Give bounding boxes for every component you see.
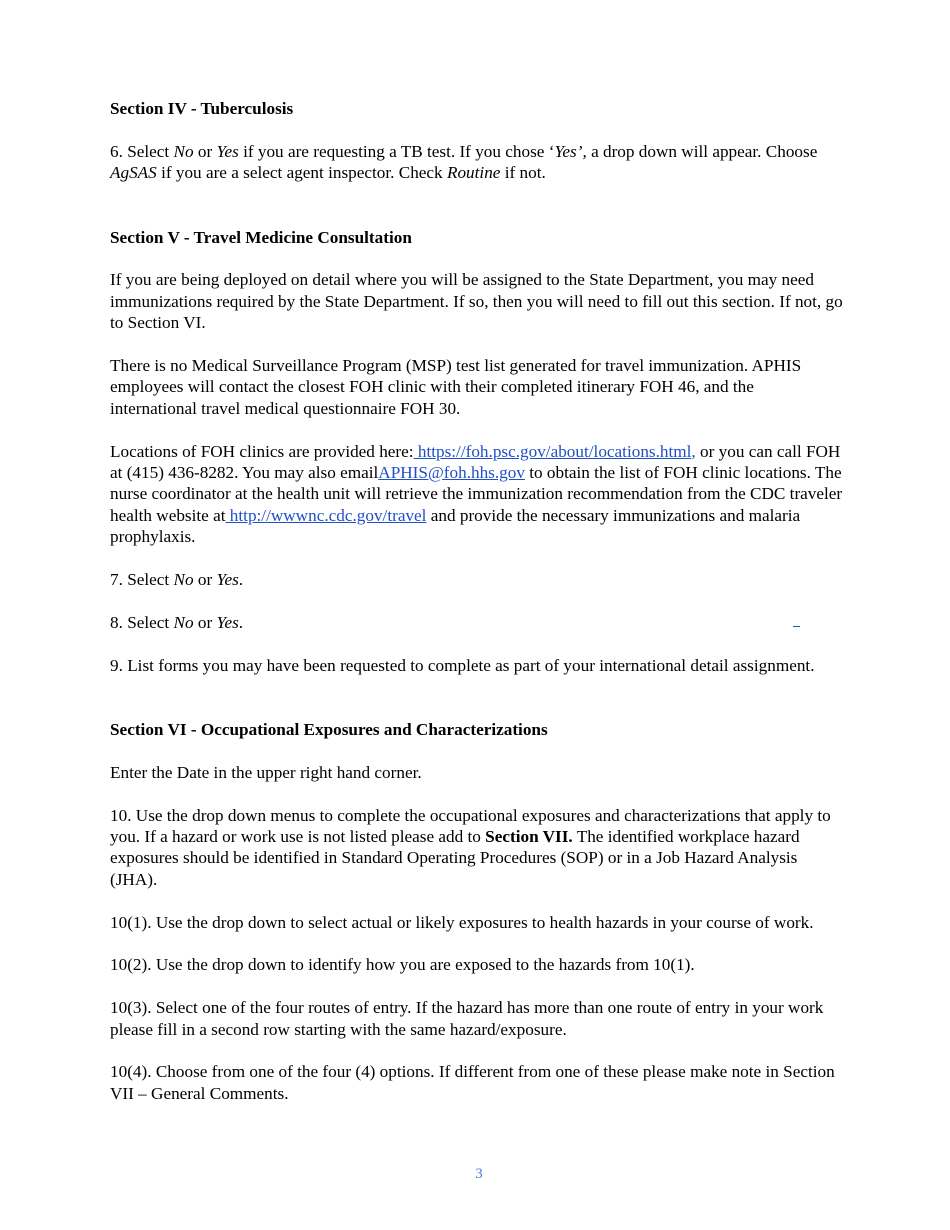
item-10-1-text: 10(1). Use the drop down to select actual or likely exposures to health hazards in your course of work. — [110, 912, 814, 932]
item-10-2-text: 10(2). Use the drop down to identify how you are exposed to the hazards from 10(1). — [110, 955, 695, 975]
section-vi-heading: Section VI - Occupational Exposures and Characterizations — [110, 720, 548, 740]
section-iv-heading: Section IV - Tuberculosis — [110, 99, 294, 118]
stray-link-underline — [793, 626, 800, 627]
travel-intro-paragraph: If you are being deployed on detail where you will be assigned to the State Department, you may need immunizations required by the State Department. If so, then you will need to fill out this section. If not, go to Section VI. — [110, 270, 843, 333]
item-7-text: 7. Select No or Yes. — [110, 570, 244, 590]
document-page — [110, 98, 845, 1104]
item-8-text: 8. Select No or Yes. — [110, 612, 244, 632]
item-10-3-text: 10(3). Select one of the four routes of entry. If the hazard has more than one route of entry in your work please fill in a second row starting with the same hazard/exposure. — [110, 998, 824, 1039]
foh-locations-paragraph: Locations of FOH clinics are provided here: https://foh.psc.gov/about/locations.html, or you can call FOH at (415) 436-8282. You may also emailAPHIS@foh.hhs.gov to obtain the list of FOH clinic locations. The nurse coordinator at the health unit will retrieve the immunization recommendation from the CDC traveler health website at http://wwwnc.cdc.gov/travel and provide the necessary immunizations and malaria prophylaxis. — [110, 441, 843, 547]
page-number: 3 — [475, 1166, 483, 1182]
date-instruction: Enter the Date in the upper right hand corner. — [110, 762, 422, 782]
item-9-text: 9. List forms you may have been requested to complete as part of your international detail assignment. — [110, 655, 815, 675]
msp-paragraph: There is no Medical Surveillance Program (MSP) test list generated for travel immunization. APHIS employees will contact the closest FOH clinic with their completed itinerary FOH 46, and the international travel medical questionnaire FOH 30. — [110, 356, 802, 418]
section-v-heading: Section V - Travel Medicine Consultation — [110, 227, 412, 247]
aphis-email-link[interactable]: APHIS@foh.hhs.gov — [378, 463, 525, 483]
cdc-travel-link[interactable]: http://wwwnc.cdc.gov/travel — [225, 505, 427, 525]
item-10-4-text: 10(4). Choose from one of the four (4) options. If different from one of these please make note in Section VII – General Comments. — [110, 1062, 835, 1103]
item-10-text: 10. Use the drop down menus to complete the occupational exposures and characterizations that apply to you. If a hazard or work use is not listed please add to Section VII. The identified workplace hazard exposures should be identified in Standard Operating Procedures (SOP) or in a Job Hazard Analysis (JHA). — [110, 805, 831, 889]
foh-locations-link[interactable]: https://foh.psc.gov/about/locations.html, — [413, 441, 696, 461]
item-6-text: 6. Select No or Yes if you are requesting a TB test. If you chose ‘Yes’, a drop down will appear. Choose AgSAS if you are a select agent inspector. Check Routine if not. — [110, 141, 818, 183]
